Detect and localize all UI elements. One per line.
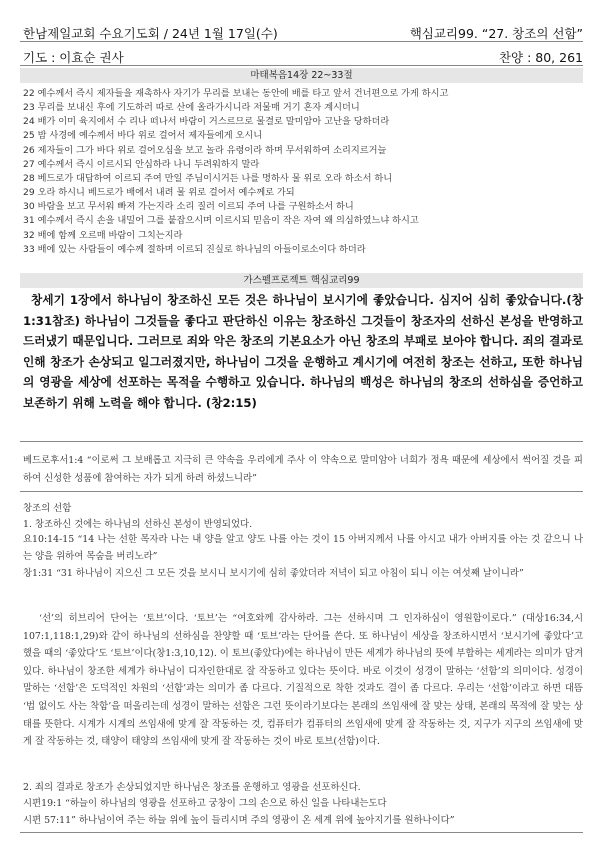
header-row-2 (23, 48, 583, 66)
summary-divider (20, 441, 583, 442)
series-title: 핵심교리99. “27. 창조의 선함” (409, 26, 583, 41)
verse-line: 29 오라 하시니 베드로가 배에서 내려 물 위로 걸어서 예수께로 가되 (23, 187, 295, 199)
psalm-19-reference: 시편19:1 “하늘이 하나님의 영광을 선포하고 궁창이 그의 손으로 하신 일을 나타내는도다 (23, 798, 387, 809)
quote-divider (20, 491, 583, 492)
verse-line: 22 예수께서 즉시 제자들을 재촉하사 자기가 무리를 보내는 동안에 배를 타고 앞서 건너편으로 가게 하시고 (23, 88, 449, 99)
header-divider-2 (20, 65, 583, 66)
second-peter-quote: 베드로후서1:4 “이로써 그 보배롭고 지극히 큰 약속을 우리에게 주사 이 약속으로 말미암아 너희가 정욕 때문에 세상에서 썩어질 것을 피하여 신성한 성품에 참여하는 자가 되게 하려 하셨느니라” (23, 455, 583, 484)
point-two-heading: 2. 죄의 결과로 창조가 손상되었지만 하나님은 창조를 운행하고 영광을 선포하신다. (23, 782, 361, 793)
verse-line: 33 배에 있는 사람들이 예수께 절하며 이르되 진실로 하나님의 아들이로소이다 하더라 (23, 243, 366, 255)
verse-line: 30 바람을 보고 무서워 빠져 가는지라 소리 질러 이르되 주여 나를 구원하소서 하니 (23, 201, 354, 213)
prayer-leader: 기도 : 이효순 권사 (23, 50, 124, 65)
doctrine-summary-text: 창세기 1장에서 하나님이 창조하신 모든 것은 하나님이 보시기에 좋았습니다. 심지어 심히 좋았습니다.(창1:31참조) 하나님이 그것들을 좋다고 판단하신 이유는 창조하신 그것들이 창조자의 선하신 본성을 반영하고 드러냈기 때문입니다. 그러므로 죄와 악은 창조의 기본요소가 아닌 창조의 부패로 보아야 합니다. 죄의 결과로 인해 창조가 손상되고 일그러졌지만, 하나님이 그것을 운행하고 계시기에 여전히 창조는 선하고, 또한 하나님의 영광을 세상에 선포하는 목적을 수행하고 있습니다. 하나님의 백성은 하나님의 창조의 선하심을 증언하고 보존하기 위해 노력을 해야 합니다. (창2:15) (23, 293, 583, 410)
genesis-reference: 창1:31 “31 하나님이 지으신 그 모든 것을 보시니 보시기에 심히 좋았더라 저녁이 되고 아침이 되니 이는 여섯째 날이니라” (23, 568, 524, 579)
verse-line: 23 무리를 보내신 후에 기도하러 따로 산에 올라가시니라 저물매 거기 혼자 계시더니 (23, 102, 360, 114)
church-meeting-title: 한남제일교회 수요기도회 / 24년 1월 17일(수) (23, 26, 278, 41)
john-reference: 요10:14-15 “14 나는 선한 목자라 나는 내 양을 알고 양도 나를 아는 것이 15 아버지께서 나를 아시고 내가 아버지를 아는 것 같으니 나는 양을 위하여 목숨을 버리노라” (23, 534, 583, 562)
hymn-numbers: 찬양 : 80, 261 (498, 50, 583, 65)
verse-line: 31 예수께서 즉시 손을 내밀어 그를 붙잡으시며 이르시되 믿음이 작은 자여 왜 의심하였느냐 하시고 (23, 215, 419, 227)
scripture-verse-list (23, 87, 583, 257)
section-title: 창조의 선함 (23, 503, 72, 514)
gospel-project-label-bar: 가스펠프로젝트 핵심교리99 (20, 273, 583, 288)
footer-divider (20, 832, 583, 833)
verse-line: 27 예수께서 즉시 이르시되 안심하라 나니 두려워하지 말라 (23, 158, 260, 170)
header-divider (20, 41, 583, 42)
tov-explanation-paragraph: ‘선’의 히브리어 단어는 ‘토브’이다. ‘토브’는 “여호와께 감사하라. 그는 선하시며 그 인자하심이 영원함이로다.” (대상16:34,시107:1,118:1,29)와 같이 하나님의 선하심을 찬양할 때 ‘토브’라는 단어를 쓴다. 또 하나님이 세상을 창조하시면서 ‘보시기에 좋았다’고 했을 때의 ‘좋았다’도 ‘토브’이다(창1:3,10,12). 이 토브(좋았다)에는 하나님이 만든 세계가 하나님의 뜻에 부합하는 세계라는 의미가 담겨 있다. 하나님이 창조한 세계가 하나님이 디자인한대로 잘 작동하고 있다는 뜻이다. 바로 이것이 성경이 말하는 ‘선함’의 의미이다. 성경이 말하는 ‘선함’은 도덕적인 차원의 ‘선함’과는 의미가 좀 다르다. 기질적으로 착한 것과도 결이 좀 다르다. 우리는 ‘선함’이라고 하면 대뜸 ‘법 없이도 사는 착함’을 떠올리는데 성경이 말하는 선함은 그런 뜻이라기보다는 본래의 쓰임새에 잘 맞는 상태, 본래의 목적에 잘 맞는 상태를 뜻한다. 시계가 시계의 쓰임새에 맞게 잘 작동하는 것, 컴퓨터가 컴퓨터의 쓰임새에 맞게 잘 작동하는 것, 지구가 지구의 쓰임새에 맞게 잘 작동하는 것, 태양이 태양의 쓰임새에 맞게 잘 작동하는 것이 바로 토브(선함)이다. (23, 613, 583, 748)
psalm-57-reference: 시편 57:11” 하나님이여 주는 하늘 위에 높이 들리시며 주의 영광이 온 세계 위에 높아지기를 원하나이다” (23, 815, 455, 826)
header-row-1 (23, 24, 583, 42)
verse-line: 28 베드로가 대답하여 이르되 주여 만일 주님이시거든 나를 명하사 물 위로 오라 하소서 하니 (23, 172, 393, 184)
verse-line: 26 제자들이 그가 바다 위로 걸어오심을 보고 놀라 유령이라 하며 무서워하여 소리지르거늘 (23, 144, 387, 156)
verse-line: 32 배에 함께 오르매 바람이 그치는지라 (23, 229, 183, 241)
verse-line: 24 배가 이미 육지에서 수 리나 떠나서 바람이 거스르므로 물결로 말미암아 고난을 당하더라 (23, 116, 390, 128)
doctrine-summary-paragraph (23, 290, 583, 413)
point-one-heading: 1. 창조하신 것에는 하나님의 선하신 본성이 반영되었다. (23, 519, 253, 530)
verse-line: 25 밤 사경에 예수께서 바다 위로 걸어서 제자들에게 오시니 (23, 130, 263, 142)
scripture-reference-bar: 마태복음14장 22~33절 (20, 68, 583, 83)
